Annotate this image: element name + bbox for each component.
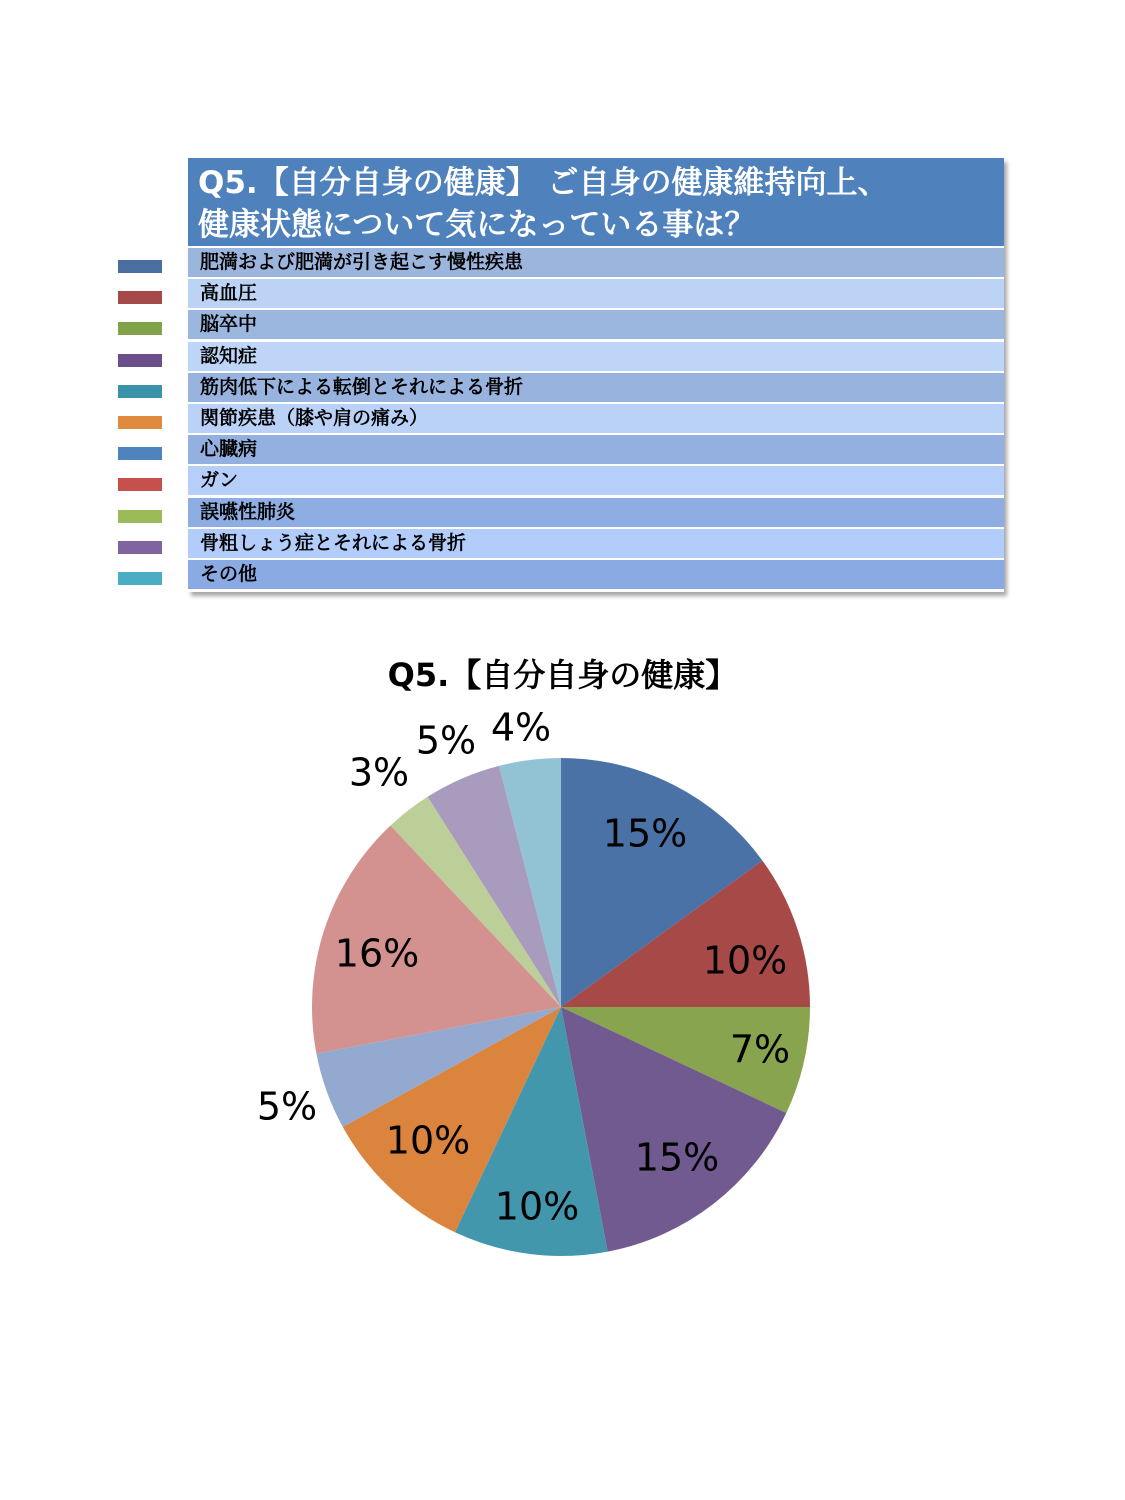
legend-item: 誤嚥性肺炎 — [188, 498, 1004, 528]
legend-item: 高血圧 — [188, 279, 1004, 309]
legend-item: 関節疾患（膝や肩の痛み） — [188, 404, 1004, 434]
pie-data-label: 15% — [634, 1135, 720, 1180]
pie-data-label: 15% — [602, 811, 688, 856]
legend-header-line-1: Q5.【自分自身の健康】 ご自身の健康維持向上、 — [198, 165, 889, 201]
legend-item: 脳卒中 — [188, 310, 1004, 340]
legend-item: 認知症 — [188, 342, 1004, 372]
legend-item: 心臓病 — [188, 435, 1004, 465]
pie-data-label: 10% — [385, 1118, 471, 1163]
pie-data-label: 3% — [348, 750, 410, 795]
legend-header-line-2: 健康状態について気になっている事は？ — [198, 207, 756, 243]
legend-item: 骨粗しょう症とそれによる骨折 — [188, 529, 1004, 559]
chart-title: Q5.【自分自身の健康】 — [387, 656, 738, 694]
pie-data-label: 10% — [494, 1184, 580, 1229]
legend-item: ガン — [188, 466, 1004, 496]
legend-item: 肥満および肥満が引き起こす慢性疾患 — [188, 248, 1004, 278]
pie-data-label: 4% — [490, 705, 552, 750]
pie-data-label: 5% — [415, 718, 477, 763]
pie-data-label: 5% — [256, 1084, 318, 1129]
pie-data-label: 16% — [334, 931, 420, 976]
pie-data-label: 7% — [729, 1027, 791, 1072]
legend-item: 筋肉低下による転倒とそれによる骨折 — [188, 373, 1004, 403]
pie-data-label: 10% — [702, 938, 788, 983]
legend-item: その他 — [188, 560, 1004, 590]
